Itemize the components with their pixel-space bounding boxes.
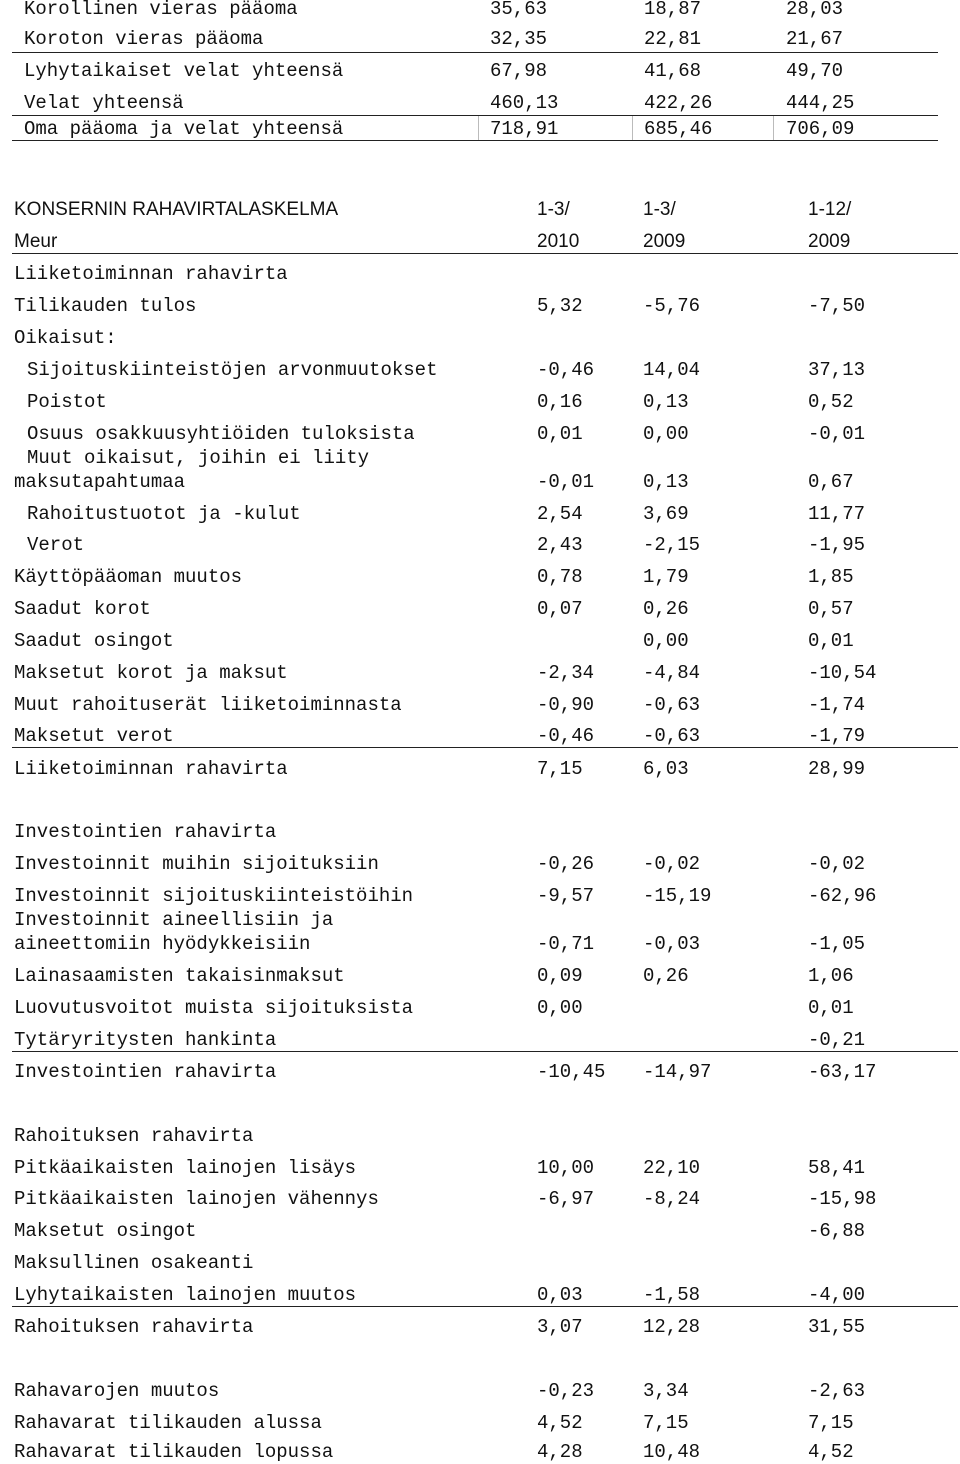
value-cell: -14,97	[643, 1061, 712, 1083]
row-label: Lyhytaikaisten lainojen muutos	[14, 1284, 357, 1306]
divider	[12, 52, 938, 53]
table-row	[0, 390, 960, 414]
row-label: Maksetut verot	[14, 725, 174, 747]
value-cell: -0,63	[643, 694, 701, 716]
column-divider	[632, 116, 633, 140]
table-row	[0, 294, 960, 318]
table-row	[0, 1219, 960, 1243]
value-cell: -0,63	[643, 725, 701, 747]
table-row	[0, 1379, 960, 1403]
value-cell: -2,34	[537, 662, 595, 684]
value-cell: 706,09	[786, 118, 855, 140]
value-cell: 32,35	[490, 28, 548, 50]
column-divider	[478, 116, 479, 140]
column-header: 1-3/	[643, 199, 676, 220]
table-row	[0, 422, 960, 446]
divider	[12, 1051, 958, 1052]
divider	[12, 115, 938, 116]
value-cell: 0,78	[537, 566, 583, 588]
row-label: Saadut osingot	[14, 630, 174, 652]
table-row	[0, 1156, 960, 1180]
row-label: Investoinnit muihin sijoituksiin	[14, 853, 379, 875]
value-cell: 10,48	[643, 1441, 701, 1463]
value-cell: 28,99	[808, 758, 866, 780]
value-cell: -8,24	[643, 1188, 701, 1210]
value-cell: 37,13	[808, 359, 866, 381]
row-label: Verot	[27, 534, 85, 556]
value-cell: 3,69	[643, 503, 689, 525]
value-cell: -1,05	[808, 933, 866, 955]
row-label: Muut oikaisut, joihin ei liity	[27, 447, 370, 469]
value-cell: 0,26	[643, 965, 689, 987]
value-cell: 4,28	[537, 1441, 583, 1463]
value-cell: 5,32	[537, 295, 583, 317]
value-cell: 49,70	[786, 60, 844, 82]
row-label: Investointien rahavirta	[14, 821, 277, 843]
row-label: Rahoituksen rahavirta	[14, 1125, 254, 1147]
value-cell: -0,03	[643, 933, 701, 955]
value-cell: 7,15	[643, 1412, 689, 1434]
row-label: Maksullinen osakeanti	[14, 1252, 254, 1274]
value-cell: -9,57	[537, 885, 595, 907]
value-cell: -5,76	[643, 295, 701, 317]
value-cell: -0,21	[808, 1029, 866, 1051]
value-cell: 4,52	[537, 1412, 583, 1434]
table-row	[0, 91, 960, 115]
divider	[12, 253, 958, 254]
value-cell: 58,41	[808, 1157, 866, 1179]
value-cell: -2,15	[643, 534, 701, 556]
unit-label: Meur	[14, 231, 58, 252]
row-label: Investoinnit sijoituskiinteistöihin	[14, 885, 414, 907]
value-cell: -0,46	[537, 359, 595, 381]
value-cell: 2,54	[537, 503, 583, 525]
value-cell: 0,67	[808, 471, 854, 493]
row-label: Tilikauden tulos	[14, 295, 197, 317]
value-cell: -0,02	[808, 853, 866, 875]
value-cell: 6,03	[643, 758, 689, 780]
value-cell: -0,23	[537, 1380, 595, 1402]
row-label: Osuus osakkuusyhtiöiden tuloksista	[27, 423, 415, 445]
subtotal-row	[0, 1315, 960, 1339]
divider	[12, 747, 958, 748]
value-cell: 0,01	[808, 997, 854, 1019]
table-row	[0, 908, 960, 932]
table-row	[0, 852, 960, 876]
value-cell: 11,77	[808, 503, 866, 525]
row-label: Investointien rahavirta	[14, 1061, 277, 1083]
value-cell: -0,01	[537, 471, 595, 493]
value-cell: 1,06	[808, 965, 854, 987]
row-label: Pitkäaikaisten lainojen vähennys	[14, 1188, 379, 1210]
value-cell: -62,96	[808, 885, 877, 907]
row-label: Lainasaamisten takaisinmaksut	[14, 965, 345, 987]
value-cell: 0,09	[537, 965, 583, 987]
table-row	[0, 964, 960, 988]
table-row	[0, 0, 960, 21]
table-row	[0, 661, 960, 685]
row-label: Luovutusvoitot muista sijoituksista	[14, 997, 414, 1019]
value-cell: 7,15	[808, 1412, 854, 1434]
value-cell: 7,15	[537, 758, 583, 780]
value-cell: 2,43	[537, 534, 583, 556]
value-cell: 444,25	[786, 92, 855, 114]
value-cell: 12,28	[643, 1316, 701, 1338]
table-header-row	[0, 198, 960, 222]
value-cell: 35,63	[490, 0, 548, 20]
table-row	[0, 1283, 960, 1307]
value-cell: 22,81	[644, 28, 702, 50]
value-cell: 3,07	[537, 1316, 583, 1338]
value-cell: 0,13	[643, 391, 689, 413]
value-cell: 0,57	[808, 598, 854, 620]
table-row	[0, 358, 960, 382]
value-cell: 0,16	[537, 391, 583, 413]
column-header: 2010	[537, 231, 580, 252]
value-cell: 10,00	[537, 1157, 595, 1179]
table-row	[0, 1411, 960, 1435]
row-label: Saadut korot	[14, 598, 151, 620]
value-cell: 0,52	[808, 391, 854, 413]
table-row	[0, 693, 960, 717]
divider	[12, 1306, 958, 1307]
row-label: aineettomiin hyödykkeisiin	[14, 933, 311, 955]
value-cell: 41,68	[644, 60, 702, 82]
value-cell: 0,00	[537, 997, 583, 1019]
value-cell: 0,26	[643, 598, 689, 620]
value-cell: -1,79	[808, 725, 866, 747]
value-cell: -0,46	[537, 725, 595, 747]
table-row	[0, 59, 960, 83]
row-label: Koroton vieras pääoma	[24, 28, 264, 50]
value-cell: 0,03	[537, 1284, 583, 1306]
value-cell: -15,19	[643, 885, 712, 907]
row-label: Liiketoiminnan rahavirta	[14, 758, 288, 780]
section-heading	[0, 820, 960, 844]
row-label: Tytäryritysten hankinta	[14, 1029, 277, 1051]
column-divider	[773, 116, 774, 140]
column-header: 2009	[808, 231, 851, 252]
table-row	[0, 884, 960, 908]
value-cell: -1,95	[808, 534, 866, 556]
column-header: 1-12/	[808, 199, 852, 220]
row-label: Muut rahoituserät liiketoiminnasta	[14, 694, 402, 716]
subtotal-row	[0, 757, 960, 781]
row-label: Sijoituskiinteistöjen arvonmuutokset	[27, 359, 438, 381]
value-cell: -10,45	[537, 1061, 606, 1083]
row-label: Rahoitustuotot ja -kulut	[27, 503, 301, 525]
value-cell: 18,87	[644, 0, 702, 20]
table-row	[0, 27, 960, 51]
value-cell: 4,52	[808, 1441, 854, 1463]
value-cell: -10,54	[808, 662, 877, 684]
value-cell: -6,88	[808, 1220, 866, 1242]
table-row	[0, 724, 960, 748]
subtotal-row	[0, 1060, 960, 1084]
row-label: Oma pääoma ja velat yhteensä	[24, 118, 344, 140]
value-cell: -4,84	[643, 662, 701, 684]
row-label: Poistot	[27, 391, 107, 413]
row-label: maksutapahtumaa	[14, 471, 186, 493]
table-row	[0, 262, 960, 286]
row-label: Maksetut osingot	[14, 1220, 197, 1242]
value-cell: 685,46	[644, 118, 713, 140]
value-cell: 460,13	[490, 92, 559, 114]
table-row	[0, 533, 960, 557]
row-label: Rahoituksen rahavirta	[14, 1316, 254, 1338]
table-row	[0, 996, 960, 1020]
table-row	[0, 117, 960, 141]
table-row	[0, 470, 960, 494]
value-cell: 718,91	[490, 118, 559, 140]
value-cell: 1,79	[643, 566, 689, 588]
value-cell: -0,90	[537, 694, 595, 716]
value-cell: 67,98	[490, 60, 548, 82]
value-cell: -2,63	[808, 1380, 866, 1402]
value-cell: -15,98	[808, 1188, 877, 1210]
value-cell: 3,34	[643, 1380, 689, 1402]
table-row	[0, 629, 960, 653]
table-row	[0, 565, 960, 589]
value-cell: 0,00	[643, 423, 689, 445]
table-row	[0, 1187, 960, 1211]
value-cell: 422,26	[644, 92, 713, 114]
value-cell: 1,85	[808, 566, 854, 588]
value-cell: 0,13	[643, 471, 689, 493]
row-label: Rahavarat tilikauden alussa	[14, 1412, 322, 1434]
table-row	[0, 1251, 960, 1275]
row-label: Investoinnit aineellisiin ja	[14, 909, 334, 931]
table-row	[0, 1440, 960, 1464]
value-cell: -0,26	[537, 853, 595, 875]
divider	[12, 140, 938, 141]
table-row	[0, 446, 960, 470]
row-label: Korollinen vieras pääoma	[24, 0, 298, 20]
value-cell: 21,67	[786, 28, 844, 50]
row-label: Velat yhteensä	[24, 92, 184, 114]
table-row	[0, 502, 960, 526]
value-cell: 31,55	[808, 1316, 866, 1338]
value-cell: -6,97	[537, 1188, 595, 1210]
row-label: Rahavarat tilikauden lopussa	[14, 1441, 334, 1463]
row-label: Pitkäaikaisten lainojen lisäys	[14, 1157, 357, 1179]
column-header: 2009	[643, 231, 686, 252]
row-label: Käyttöpääoman muutos	[14, 566, 243, 588]
value-cell: -63,17	[808, 1061, 877, 1083]
section-heading	[0, 1124, 960, 1148]
statement-title: KONSERNIN RAHAVIRTALASKELMA	[14, 199, 339, 220]
table-row	[0, 1028, 960, 1052]
row-label: Maksetut korot ja maksut	[14, 662, 288, 684]
value-cell: 14,04	[643, 359, 701, 381]
row-label: Oikaisut:	[14, 327, 117, 349]
table-header-row	[0, 230, 960, 254]
column-header: 1-3/	[537, 199, 570, 220]
value-cell: -1,58	[643, 1284, 701, 1306]
value-cell: -0,02	[643, 853, 701, 875]
table-row	[0, 597, 960, 621]
value-cell: -0,71	[537, 933, 595, 955]
value-cell: 0,01	[537, 423, 583, 445]
row-label: Lyhytaikaiset velat yhteensä	[24, 60, 344, 82]
row-label: Liiketoiminnan rahavirta	[14, 263, 288, 285]
value-cell: -1,74	[808, 694, 866, 716]
value-cell: 0,00	[643, 630, 689, 652]
value-cell: -4,00	[808, 1284, 866, 1306]
value-cell: 0,07	[537, 598, 583, 620]
value-cell: 0,01	[808, 630, 854, 652]
value-cell: -7,50	[808, 295, 866, 317]
value-cell: 28,03	[786, 0, 844, 20]
table-row	[0, 932, 960, 956]
value-cell: -0,01	[808, 423, 866, 445]
row-label: Rahavarojen muutos	[14, 1380, 220, 1402]
value-cell: 22,10	[643, 1157, 701, 1179]
table-row	[0, 326, 960, 350]
